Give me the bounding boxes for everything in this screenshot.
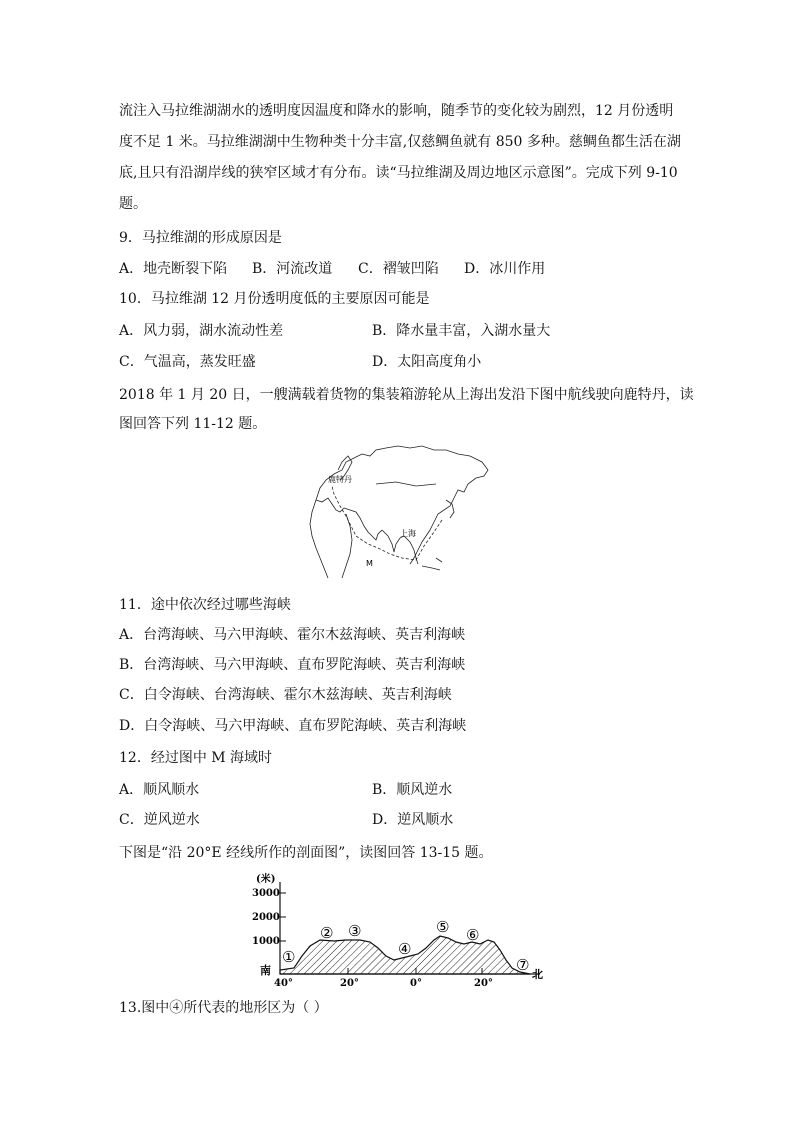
q9-option-d: D．冰川作用: [464, 261, 546, 277]
profile-marker-1: ①: [282, 948, 296, 966]
q12-option-d: D．逆风顺水: [372, 812, 454, 828]
q13-stem: 13.图中④所代表的地形区为（ ）: [119, 1000, 328, 1016]
passage3: 下图是“沿 20°E 经线所作的剖面图”，读图回答 13-15 题。: [119, 845, 493, 861]
route-map: [306, 440, 492, 582]
map-label-rotterdam: 鹿特丹: [328, 475, 352, 484]
profile-y-tick-3000: 3000: [252, 888, 280, 899]
q9-option-a: A．地壳断裂下陷: [119, 261, 228, 277]
q12-option-a: A．顺风顺水: [119, 782, 200, 798]
q11-option-a: A．台湾海峡、马六甲海峡、霍尔木兹海峡、英吉利海峡: [119, 627, 466, 643]
q10-stem: 10．马拉维湖 12 月份透明度低的主要原因可能是: [119, 291, 430, 307]
profile-marker-4: ④: [398, 940, 412, 958]
q11-stem: 11．途中依次经过哪些海峡: [119, 597, 291, 613]
profile-x-tick-20s: 20°: [340, 978, 359, 989]
profile-x-tick-0: 0°: [410, 978, 422, 989]
q11-option-d: D．白令海峡、马六甲海峡、直布罗陀海峡、英吉利海峡: [119, 718, 467, 734]
profile-marker-3: ③: [348, 922, 362, 940]
passage2-line-2: 图回答下列 11-12 题。: [119, 416, 267, 432]
q12-stem: 12．经过图中 M 海域时: [119, 750, 273, 766]
q10-option-a: A．风力弱，湖水流动性差: [119, 323, 284, 339]
q12-option-c: C．逆风逆水: [119, 812, 200, 828]
q9-option-c: C．褶皱凹陷: [358, 261, 439, 277]
profile-marker-2: ②: [320, 924, 334, 942]
q9-stem: 9．马拉维湖的形成原因是: [119, 230, 282, 246]
intro-line-4: 题。: [119, 196, 147, 212]
profile-y-tick-2000: 2000: [252, 912, 280, 923]
profile-unit: (米): [256, 874, 276, 885]
profile-south-label: 南: [260, 964, 271, 977]
map-label-m: M: [366, 559, 373, 568]
q11-option-b: B．台湾海峡、马六甲海峡、直布罗陀海峡、英吉利海峡: [119, 657, 466, 673]
intro-line-3: 底,且只有沿湖岸线的狭窄区域才有分布。读“马拉维湖及周边地区示意图”。完成下列 9-10: [119, 165, 678, 181]
map-label-shanghai: 上海: [400, 529, 416, 538]
q10-option-b: B．降水量丰富，入湖水量大: [372, 323, 551, 339]
q12-option-b: B．顺风逆水: [372, 782, 453, 798]
intro-line-2: 度不足 1 米。马拉维湖湖中生物种类十分丰富,仅慈鲷鱼就有 850 多种。慈鲷鱼都生活在湖: [119, 134, 681, 150]
profile-marker-6: ⑥: [466, 926, 480, 944]
intro-line-1: 流注入马拉维湖湖水的透明度因温度和降水的影响，随季节的变化较为剧烈，12 月份透明: [119, 103, 674, 119]
passage2-line-1: 2018 年 1 月 20 日，一艘满载着货物的集装箱游轮从上海出发沿下图中航线驶向鹿特丹，读: [119, 387, 694, 403]
profile-marker-7: ⑦: [516, 956, 530, 974]
profile-marker-5: ⑤: [436, 918, 450, 936]
profile-x-tick-40s: 40°: [274, 978, 293, 989]
profile-north-label: 北: [532, 968, 543, 981]
profile-diagram: [250, 872, 550, 990]
profile-y-tick-1000: 1000: [252, 936, 280, 947]
q10-option-d: D．太阳高度角小: [372, 354, 482, 370]
profile-x-tick-20n: 20°: [474, 978, 493, 989]
q9-option-b: B．河流改道: [252, 261, 333, 277]
q10-option-c: C．气温高，蒸发旺盛: [119, 354, 256, 370]
q11-option-c: C．白令海峡、台湾海峡、霍尔木兹海峡、英吉利海峡: [119, 687, 452, 703]
